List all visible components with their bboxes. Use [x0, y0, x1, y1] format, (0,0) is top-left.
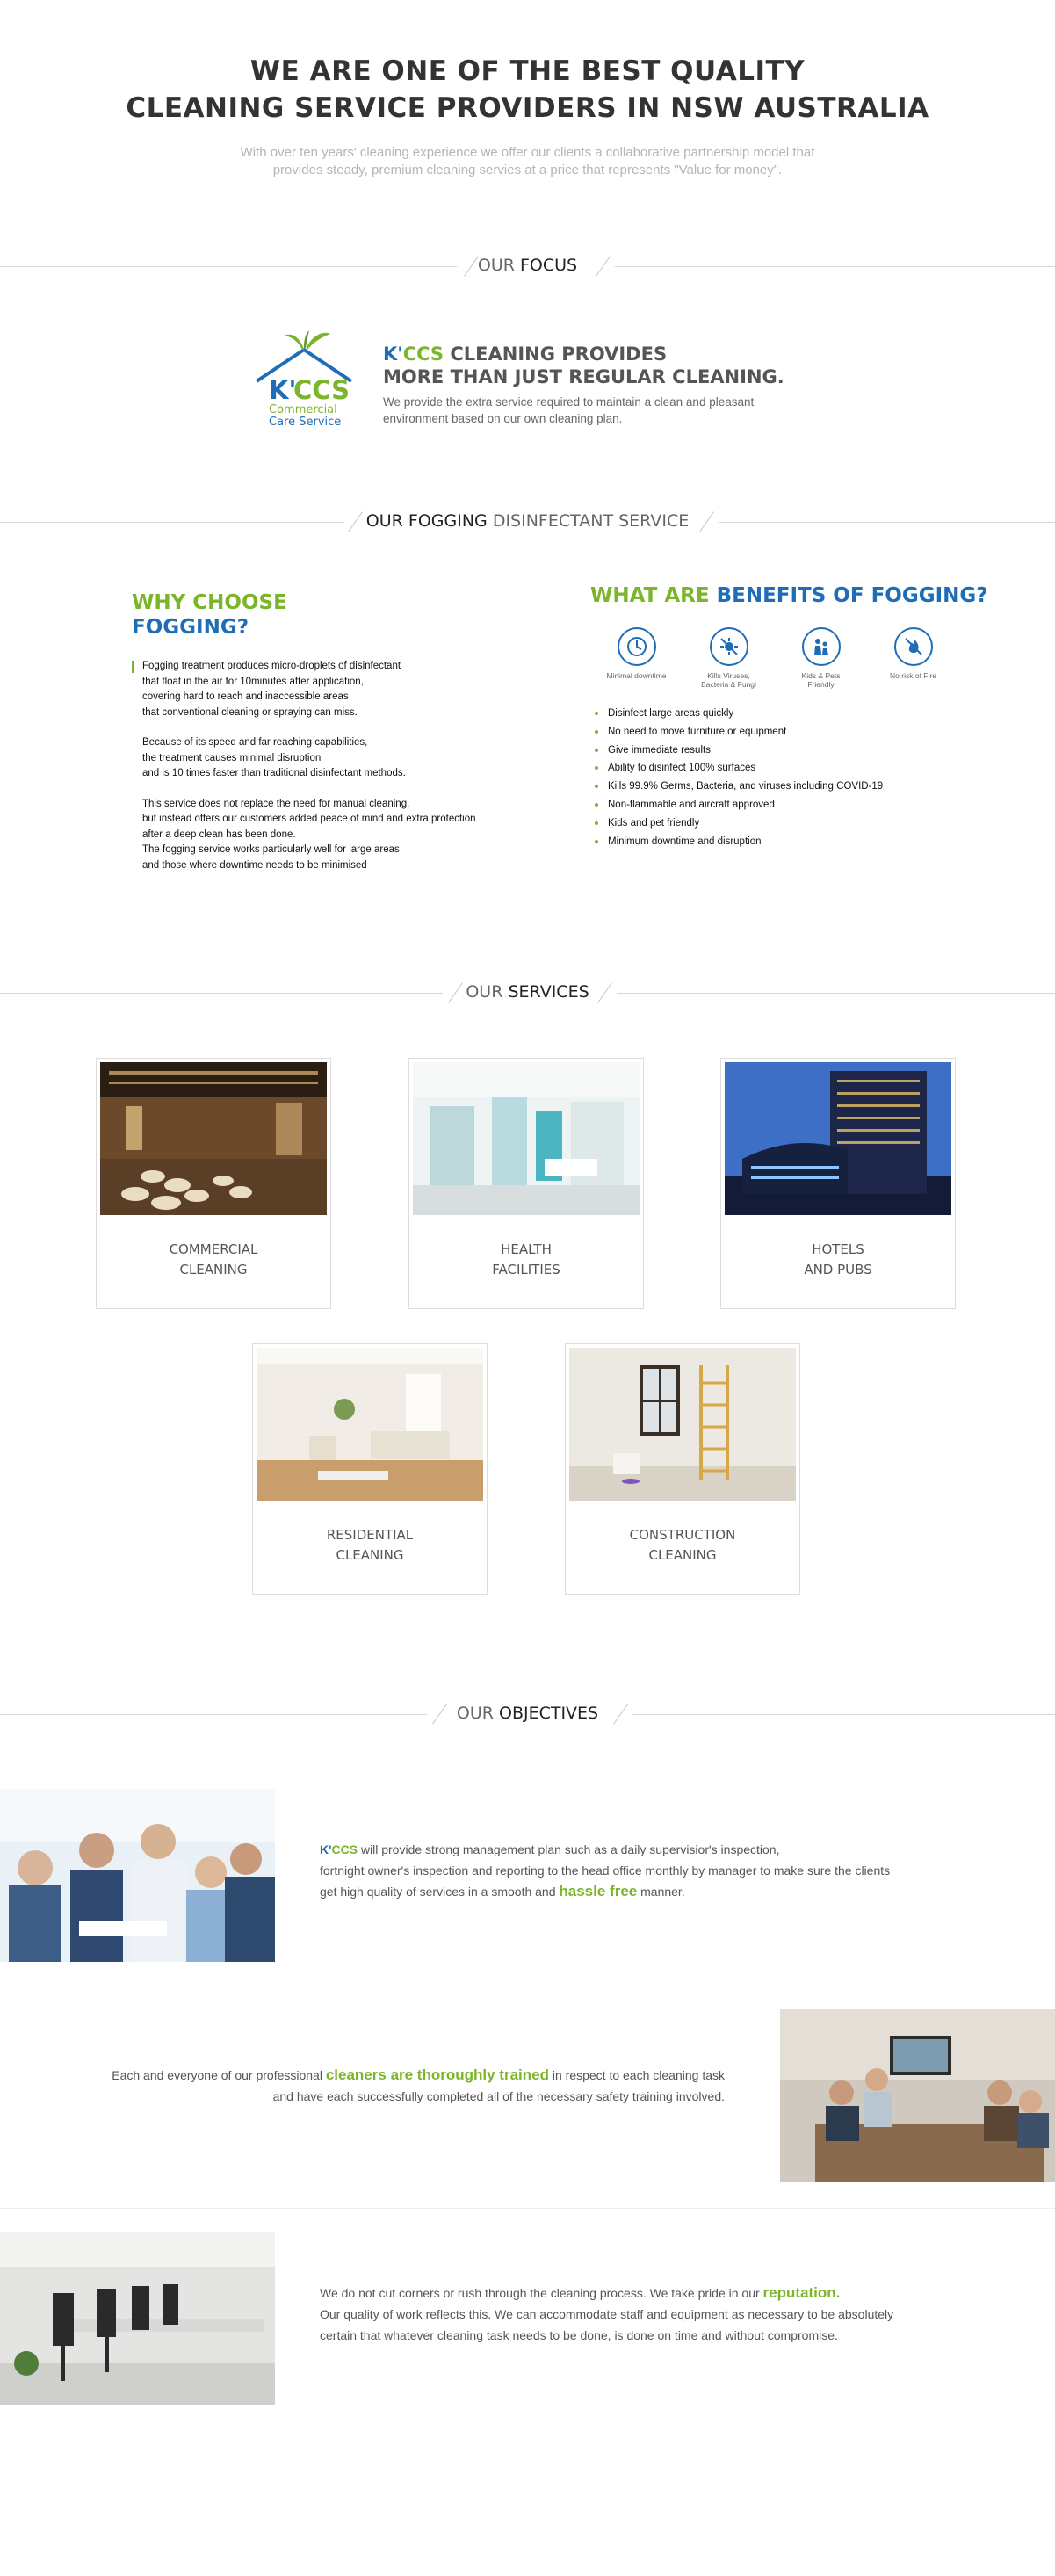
virus-crossed-icon: [710, 627, 748, 666]
fogging-description: [132, 659, 518, 873]
fogging-section-header: [0, 504, 1055, 539]
list-item: Ability to disinfect 100% surfaces: [590, 759, 1012, 778]
section-title: OUR FOCUS: [477, 256, 578, 275]
construction-cleaning-photo: [569, 1348, 796, 1501]
objectives-section-header: [0, 1697, 1055, 1732]
section-title: OUR SERVICES: [466, 982, 589, 1002]
list-item: Kids and pet friendly: [590, 814, 1012, 833]
section-title: OUR FOGGING DISINFECTANT SERVICE: [365, 511, 690, 531]
svg-text:Commercial: Commercial: [269, 403, 337, 416]
fire-crossed-icon: [894, 627, 933, 666]
service-card-title: RESIDENTIAL CLEANING: [326, 1527, 414, 1563]
kccs-logo: [249, 327, 359, 431]
service-card-title: COMMERCIAL CLEANING: [169, 1241, 258, 1277]
why-fogging-title: WHY CHOOSE FOGGING?: [132, 591, 287, 639]
focus-description: We provide the extra service required to maintain a clean and pleasant environment based on our own cleaning plan.: [383, 395, 755, 425]
services-section-header: [0, 975, 1055, 1010]
management-team-photo: [0, 1789, 275, 1962]
commercial-cleaning-photo: [100, 1062, 327, 1215]
service-card-title: CONSTRUCTION CLEANING: [629, 1527, 736, 1563]
focus-content: [249, 327, 812, 432]
hero-title: WE ARE ONE OF THE BEST QUALITY CLEANING SERVICE PROVIDERS IN NSW AUSTRALIA: [126, 55, 929, 124]
service-card-construction[interactable]: [565, 1343, 800, 1595]
benefit-icon-item: Kids & Pets Friendly: [775, 627, 867, 689]
list-item: Minimum downtime and disruption: [590, 833, 1012, 851]
clock-icon: [618, 627, 656, 666]
service-card-title: HOTELS AND PUBS: [804, 1241, 872, 1277]
divider-line: [0, 2208, 1055, 2209]
fogging-paragraph: This service does not replace the need for manual cleaning, but instead offers our customers added peace of mind and extra protection after a deep clean has been done. The fogging service works particularly well for large areas and those where downtime needs to be minimised: [142, 798, 476, 871]
list-item: Kills 99.9% Germs, Bacteria, and viruses including COVID-19: [590, 778, 1012, 796]
objective-management-text: K'CCS will provide strong management plan such as a daily supervisior's inspection, fortnight owner's inspection and reporting to the head office monthly by manager to make sure the clients get high quality of services in a smooth and hassle free manner.: [320, 1842, 891, 1899]
hero-subtitle: With over ten years' cleaning experience we offer our clients a collaborative partnership model that provides steady, premium cleaning servies at a price that represents "Value for money".: [240, 145, 815, 177]
fogging-benefits-panel: [590, 583, 1012, 850]
benefit-icons-row: [590, 627, 959, 689]
service-card-commercial[interactable]: [96, 1058, 331, 1309]
service-card-hotels[interactable]: [720, 1058, 956, 1309]
objective-reputation-text: We do not cut corners or rush through the cleaning process. We take pride in our reputation. Our quality of work reflects this. We can accommodate staff and equipment as necessary to be absolutely certain that whatever cleaning task needs to be done, is done on time and without compromise.: [320, 2284, 894, 2342]
fogging-paragraph: Fogging treatment produces micro-droplets of disinfectant that float in the air for 10minutes after application, covering hard to reach and inaccessible areas that conventional cleaning or spraying can miss.: [142, 661, 401, 718]
residential-cleaning-photo: [257, 1348, 483, 1501]
benefits-title: WHAT ARE BENEFITS OF FOGGING?: [590, 584, 988, 607]
hotels-and-pubs-photo: [725, 1062, 951, 1215]
list-item: Disinfect large areas quickly: [590, 705, 1012, 723]
focus-section-header: [0, 249, 1055, 284]
training-session-photo: [780, 2009, 1055, 2182]
benefits-list: [590, 705, 1012, 850]
service-card-residential[interactable]: [252, 1343, 488, 1595]
service-card-title: HEALTH FACILITIES: [492, 1241, 560, 1277]
svg-text:Care Service: Care Service: [269, 416, 342, 429]
list-item: Give immediate results: [590, 742, 1012, 760]
fogging-paragraph: Because of its speed and far reaching capabilities, the treatment causes minimal disruption and is 10 times faster than traditional disinfectant methods.: [142, 737, 406, 778]
benefit-icon-item: Kills Viruses, Bacteria & Fungi: [683, 627, 775, 689]
hero-section: [0, 53, 1055, 179]
svg-text:CCS: CCS: [293, 375, 350, 405]
list-item: Non-flammable and aircraft approved: [590, 796, 1012, 814]
health-facilities-photo: [413, 1062, 640, 1215]
focus-heading: K'CCS CLEANING PROVIDES MORE THAN JUST REGULAR CLEANING.: [383, 344, 784, 387]
family-icon: [802, 627, 841, 666]
objective-training-text: Each and everyone of our professional cleaners are thoroughly trained in respect to each cleaning task and have each successfully completed all of the necessary safety training involved.: [112, 2066, 725, 2103]
why-fogging-panel: [132, 590, 518, 888]
focus-text: [383, 343, 822, 427]
benefit-icon-item: No risk of Fire: [867, 627, 959, 689]
meeting-room-photo: [0, 2232, 275, 2405]
section-title: OUR OBJECTIVES: [456, 1704, 599, 1723]
service-card-health[interactable]: [408, 1058, 644, 1309]
benefit-icon-item: Minimal downtime: [590, 627, 683, 689]
list-item: No need to move furniture or equipment: [590, 723, 1012, 742]
svg-text:K': K': [269, 375, 297, 405]
